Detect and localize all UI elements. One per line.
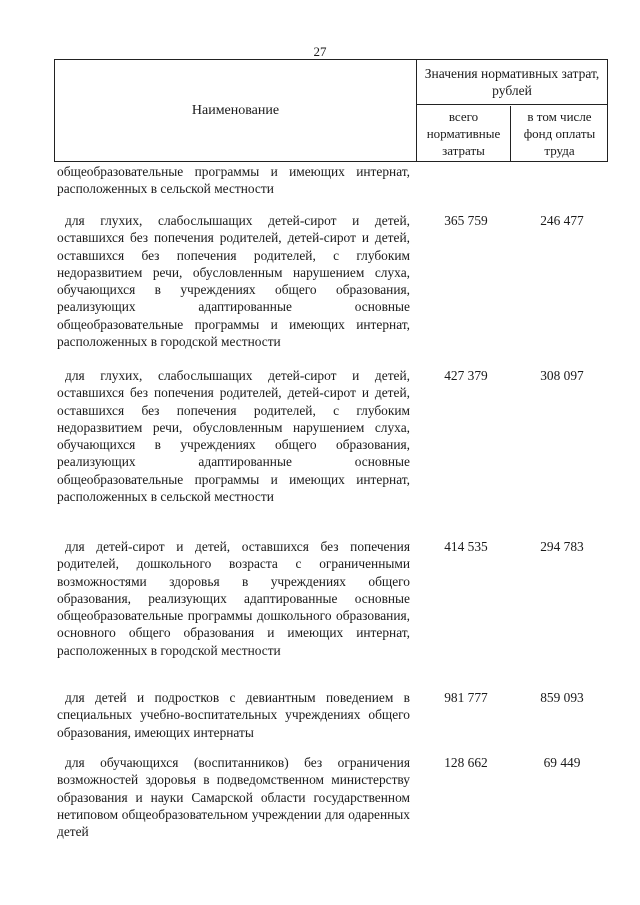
row-payroll-value: 246 477 [540,213,584,228]
row-payroll-value: 308 097 [540,368,584,383]
header-values-group: Значения нормативных затрат, рублей [417,60,607,105]
row-description: общеобразовательные программы и имеющих интернат, расположенных в сельской местности [57,164,410,197]
header-payroll-column: в том числе фонд оплаты труда [523,109,596,158]
row-description: для детей-сирот и детей, оставшихся без попечения родителей, дошкольного возраста с ограниченными возможностями здоровья в учреждениях общего образования, реализующих адаптированные основные общеобразовательные программы дошкольного образования, основного общего образования и имеющих интернат, расположенных в городской местности [57,539,410,658]
row-description: для глухих, слабослышащих детей-сирот и детей, оставшихся без попечения родителей, детей-сирот и детей, оставшихся без попечения родителей, с глубоким недоразвитием речи, обусловленным нарушением слуха, обучающихся в учреждениях общего образования, реализующих адаптированные основные общеобразовательные программы и имеющих интернат, расположенных в городской местности [57,213,410,350]
row-total-value: 414 535 [444,539,488,554]
table-header [54,59,608,162]
row-total-value: 365 759 [444,213,488,228]
page-number: 27 [313,44,327,59]
row-total-value: 427 379 [444,368,488,383]
row-payroll-value: 859 093 [540,690,584,705]
row-payroll-value: 294 783 [540,539,584,554]
row-total-value: 128 662 [444,755,488,770]
header-total-column: всего нормативные затраты [417,106,511,161]
row-total-value: 981 777 [444,690,488,705]
row-description: для глухих, слабослышащих детей-сирот и детей, оставшихся без попечения родителей, детей-сирот и детей, оставшихся без попечения родителей, с глубоким недоразвитием речи, обусловленным нарушением слуха, обучающихся в учреждениях общего образования, реализующих адаптированные основные общеобразовательные программы и имеющих интернат, расположенных в сельской местности [57,368,410,505]
row-payroll-value: 69 449 [543,755,581,770]
header-name-column: Наименование [55,60,417,161]
row-description: для детей и подростков с девиантным поведением в специальных учебно-воспитательных учреждениях общего образования, имеющих интернаты [57,690,410,740]
row-description: для обучающихся (воспитанников) без ограничения возможностей здоровья в подведомственном министерству образования и науки Самарской области государственном нетиповом общеобразовательном учреждении для одаренных детей [57,755,410,840]
